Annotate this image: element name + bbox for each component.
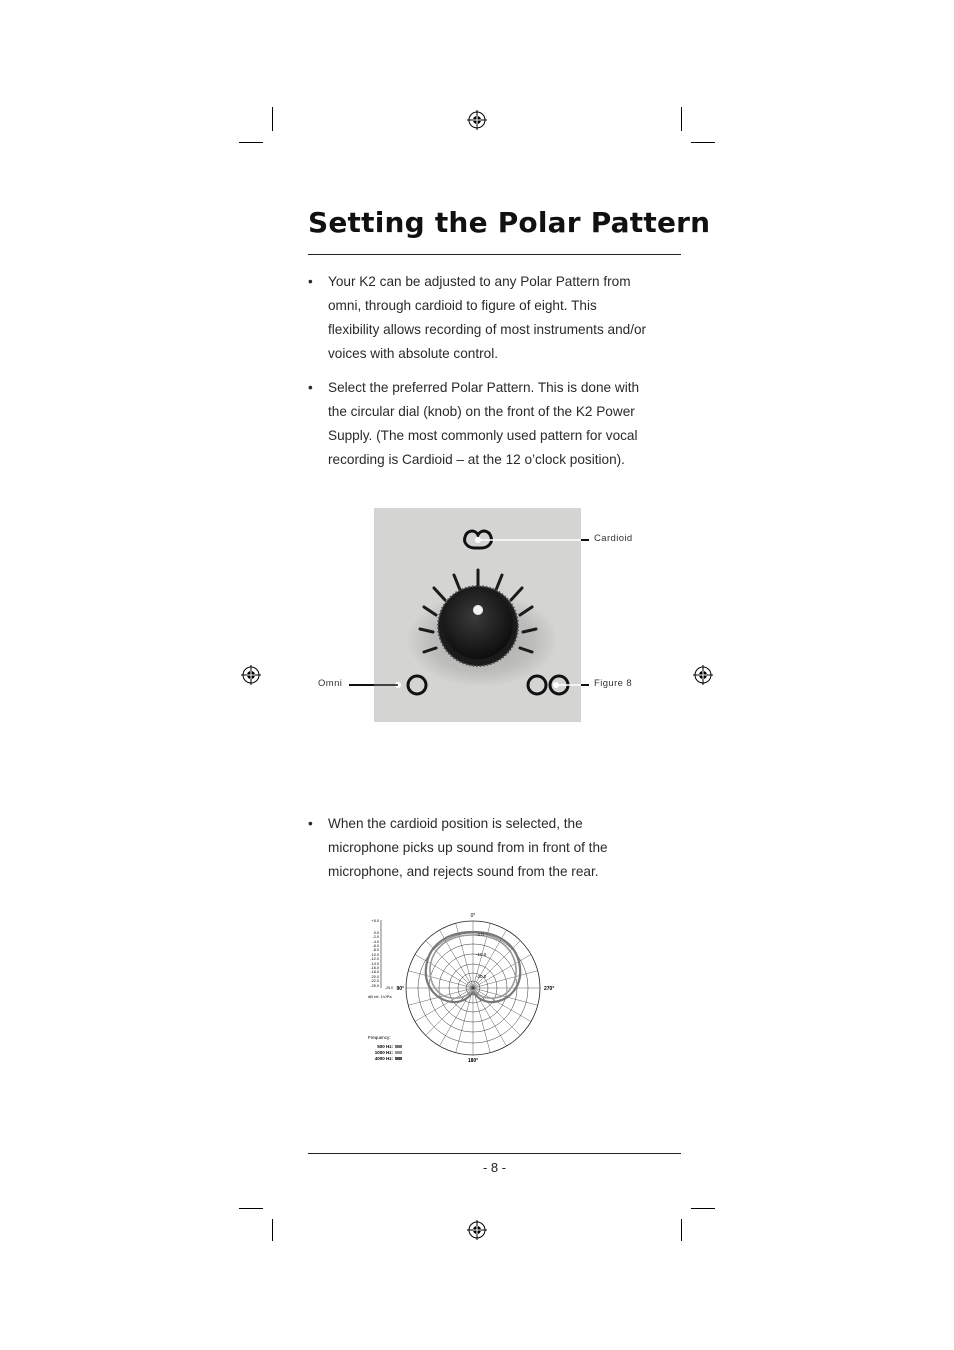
angle-label-right: 270° — [544, 986, 555, 992]
db-scale-end-label: -25.0 — [385, 986, 393, 990]
legend-swatch — [395, 1057, 402, 1060]
legend-item-label: 4000 Hz: — [374, 1056, 393, 1061]
polar-response-chart — [360, 908, 560, 1068]
cardioid-label: Cardioid — [594, 533, 633, 544]
crop-mark — [272, 107, 273, 131]
footer-rule — [308, 1153, 681, 1154]
bullet-item: • When the cardioid position is selected, the microphone picks up sound from in front of the microphone, and rejects sound from the rear. — [308, 812, 648, 884]
crop-mark — [239, 1208, 263, 1209]
crop-mark — [681, 1219, 682, 1241]
db-tick-label: -22.0 — [370, 979, 379, 983]
legend-swatch — [395, 1045, 402, 1048]
db-tick-label: -25.0 — [370, 984, 379, 988]
db-tick-label: -2.0 — [372, 935, 379, 939]
db-scale — [370, 919, 379, 988]
db-tick-label: -10.0 — [370, 953, 379, 957]
db-tick-label: +5.0 — [371, 919, 379, 923]
dial-illustration — [374, 508, 581, 722]
polar-grid — [406, 921, 540, 1055]
registration-mark-icon — [241, 665, 261, 685]
polar-pattern-dial-photo — [374, 508, 581, 722]
crop-mark — [239, 142, 263, 143]
angle-label-top: 0° — [470, 913, 476, 919]
bullet-item: • Your K2 can be adjusted to any Polar Pattern from omni, through cardioid to figure of eight. This flexibility allows recording of most instruments and/or voices with absolute control. — [308, 270, 648, 366]
omni-label: Omni — [318, 678, 343, 689]
db-tick-label: -20.0 — [370, 975, 379, 979]
db-tick-label: -18.0 — [370, 970, 379, 974]
crop-mark — [681, 107, 682, 131]
db-tick-label: -8.0 — [372, 948, 379, 952]
crop-mark — [272, 1219, 273, 1241]
legend-swatch — [395, 1051, 402, 1054]
crop-mark — [691, 142, 715, 143]
db-tick-label: -6.0 — [372, 944, 379, 948]
legend-title: Frequency: — [368, 1035, 391, 1040]
page-number: - 8 - — [482, 1160, 507, 1175]
ring-label: -20.0 — [476, 974, 487, 979]
bullet-item: • Select the preferred Polar Pattern. This is done with the circular dial (knob) on the front of the K2 Power Supply. (The most commonly used pattern for vocal recording is Cardioid – at the 12 o’clock position). — [308, 376, 648, 472]
page-title: Setting the Polar Pattern — [308, 206, 711, 239]
legend-item-label: 500 Hz: — [377, 1044, 393, 1049]
figure8-label: Figure 8 — [594, 678, 633, 689]
ring-label: -10.0 — [476, 952, 487, 957]
registration-mark-icon — [467, 110, 487, 130]
bullet-list-top — [308, 270, 648, 482]
db-tick-label: -4.0 — [372, 940, 379, 944]
angle-label-left: 90° — [396, 986, 404, 992]
angle-label-bottom: 180° — [467, 1058, 479, 1064]
ring-label: -2.0 — [476, 932, 484, 937]
db-tick-label: 0.0 — [373, 931, 379, 935]
title-rule — [308, 254, 681, 255]
db-tick-label: -16.0 — [370, 966, 379, 970]
omni-leader-line — [349, 684, 374, 686]
registration-mark-icon — [467, 1220, 487, 1240]
bullet-list-bottom — [308, 812, 648, 894]
crop-mark — [691, 1208, 715, 1209]
figure8-leader-line — [581, 684, 589, 686]
db-tick-label: -14.0 — [370, 962, 379, 966]
cardioid-leader-line — [581, 539, 589, 541]
db-unit-label: dB rel. 1V/Pa — [368, 994, 392, 999]
registration-mark-icon — [693, 665, 713, 685]
legend-item-label: 1000 Hz: — [374, 1050, 393, 1055]
db-tick-label: -12.0 — [370, 957, 379, 961]
